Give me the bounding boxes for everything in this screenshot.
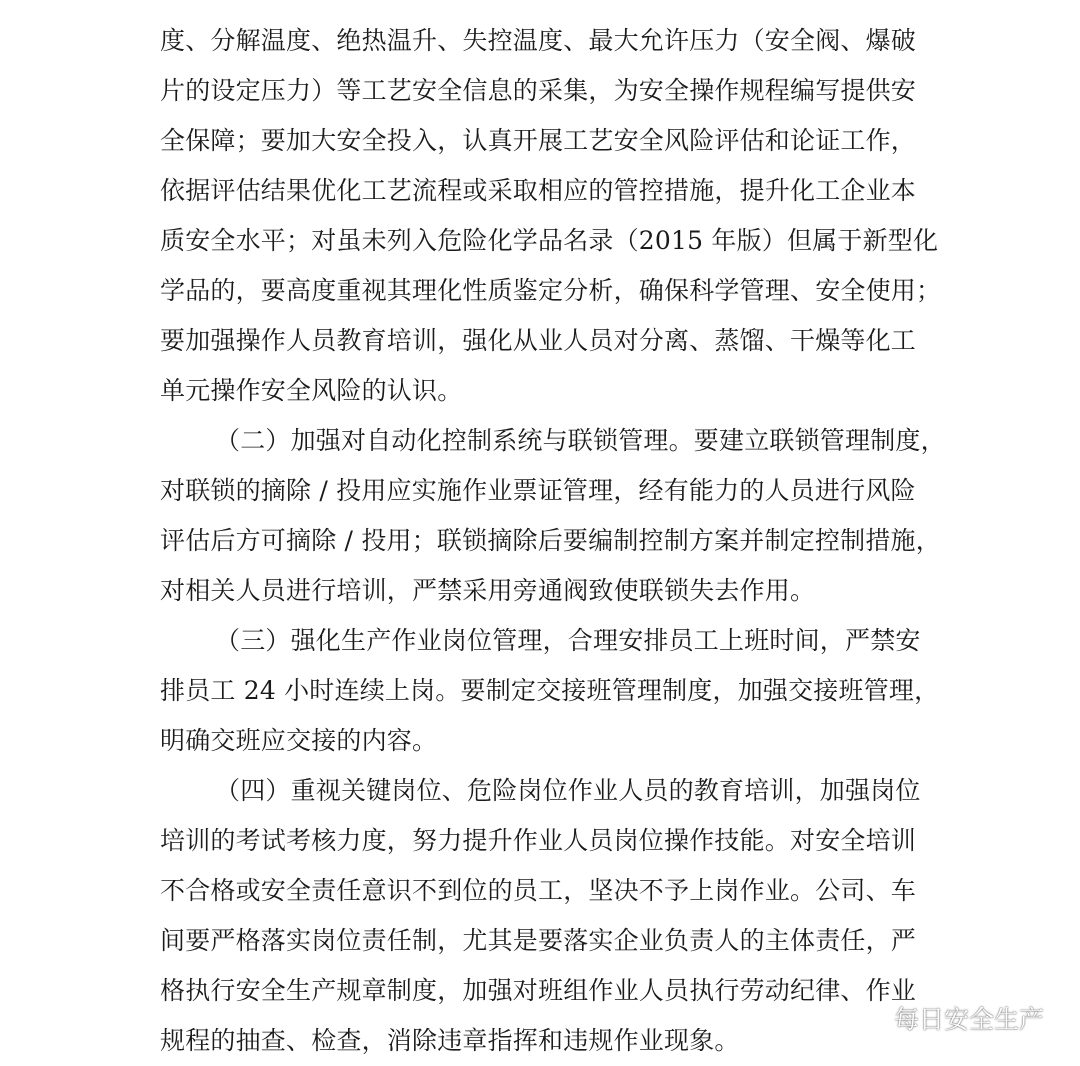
text-line: 明确交班应交接的内容。 (160, 726, 438, 755)
text-line: 格执行安全生产规章制度，加强对班组作业人员执行劳动纪律、作业 (160, 976, 917, 1005)
text-line: 培训的考试考核力度，努力提升作业人员岗位操作技能。对安全培训 (160, 826, 917, 855)
text-line: 对相关人员进行培训，严禁采用旁通阀致使联锁失去作用。 (160, 576, 816, 605)
text-line: 全保障；要加大安全投入，认真开展工艺安全风险评估和论证工作， (160, 126, 917, 155)
text-line: 不合格或安全责任意识不到位的员工，坚决不予上岗作业。公司、车 (160, 876, 917, 905)
text-line: 对联锁的摘除 / 投用应实施作业票证管理，经有能力的人员进行风险 (160, 476, 916, 505)
text-line: 排员工 24 小时连续上岗。要制定交接班管理制度，加强交接班管理， (160, 676, 940, 705)
watermark (846, 996, 1044, 1040)
text-line: 学品的，要高度重视其理化性质鉴定分析，确保科学管理、安全使用； (160, 276, 942, 305)
wechat-icon (846, 1001, 886, 1035)
paragraph-start-line: （四）重视关键岗位、危险岗位作业人员的教育培训，加强岗位 (215, 776, 921, 805)
text-line: 片的设定压力）等工艺安全信息的采集，为安全操作规程编写提供安 (160, 76, 917, 105)
text-line: 单元操作安全风险的认识。 (160, 376, 463, 405)
text-line: 质安全水平；对虽未列入危险化学品名录（2015 年版）但属于新型化 (160, 226, 939, 255)
text-line: 度、分解温度、绝热温升、失控温度、最大允许压力（安全阀、爆破 (160, 26, 917, 55)
text-line: 规程的抽查、检查，消除违章指挥和违规作业现象。 (160, 1026, 740, 1055)
paragraph-start-line: （三）强化生产作业岗位管理，合理安排员工上班时间，严禁安 (215, 626, 921, 655)
text-line: 评估后方可摘除 / 投用；联锁摘除后要编制控制方案并制定控制措施， (160, 526, 941, 555)
text-line: 依据评估结果优化工艺流程或采取相应的管控措施，提升化工企业本 (160, 176, 917, 205)
paragraph-start-line: （二）加强对自动化控制系统与联锁管理。要建立联锁管理制度， (215, 426, 946, 455)
text-line: 要加强操作人员教育培训，强化从业人员对分离、蒸馏、干燥等化工 (160, 326, 917, 355)
watermark-text: 每日安全生产 (893, 1005, 1044, 1034)
text-line: 间要严格落实岗位责任制，尤其是要落实企业负责人的主体责任，严 (160, 926, 917, 955)
